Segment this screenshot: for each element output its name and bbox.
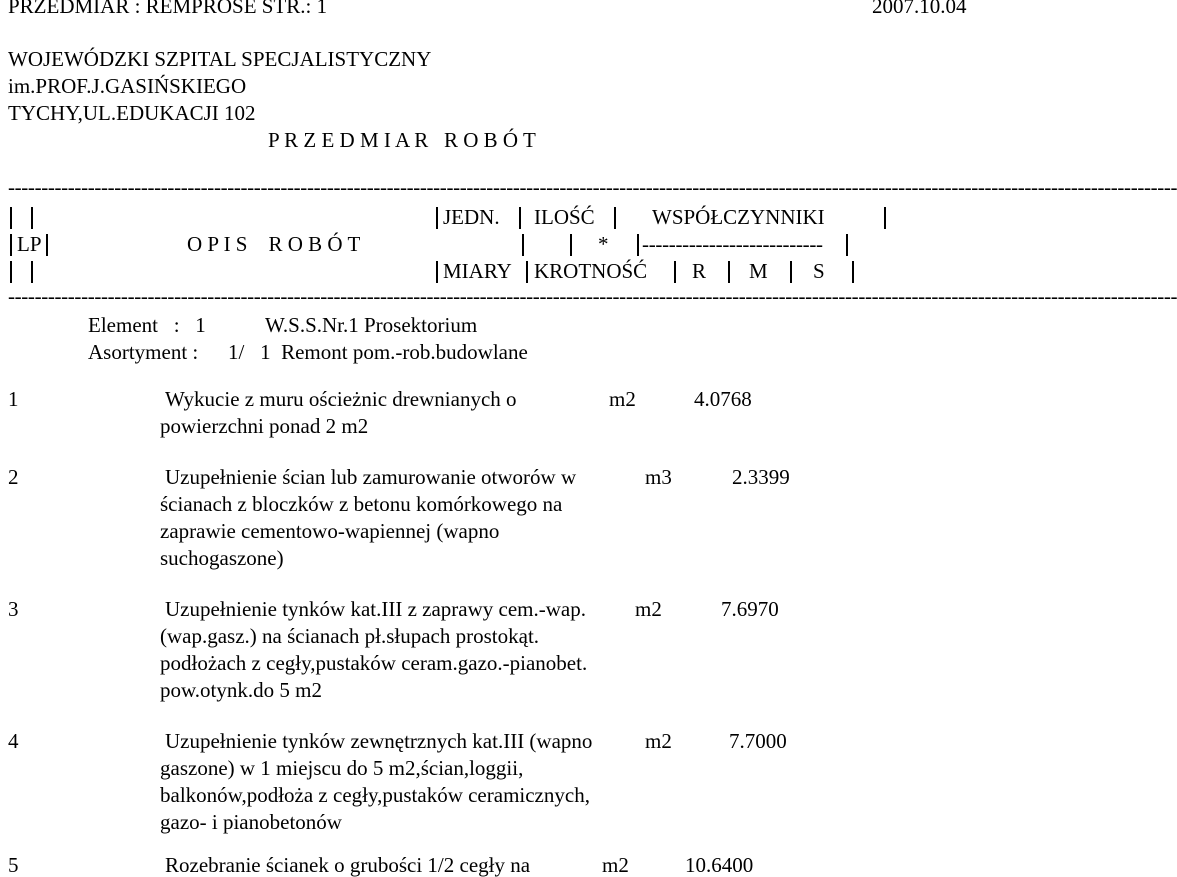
item-lp: 5	[8, 853, 19, 877]
item-lp: 1	[8, 387, 19, 411]
item-description: Uzupełnienie tynków kat.III z zaprawy cem.-wap.	[165, 597, 586, 621]
header-wspolczynniki: WSPÓŁCZYNNIKI	[652, 205, 825, 229]
header-miary: MIARY	[443, 259, 512, 283]
item-description-line: gazo- i pianobetonów	[160, 810, 342, 834]
item-quantity: 10.6400	[685, 853, 754, 877]
header-title: PRZEDMIAR : REMPROSE STR.: 1	[8, 0, 328, 18]
item-lp: 2	[8, 465, 19, 489]
item-description-line: (wap.gasz.) na ścianach pł.słupach prostokąt.	[160, 624, 540, 648]
header-star: *	[598, 232, 609, 256]
header-m: M	[749, 259, 768, 283]
item-quantity: 7.7000	[729, 729, 787, 753]
header-opis: O P I S R O B Ó T	[187, 232, 361, 256]
element-label: Element : 1	[88, 313, 206, 337]
item-description-line: balkonów,podłoża z cegły,pustaków ceramicznych,	[160, 783, 590, 807]
org-address: TYCHY,UL.EDUKACJI 102	[8, 101, 256, 125]
item-quantity: 4.0768	[694, 387, 752, 411]
header-date: 2007.10.04	[872, 0, 967, 18]
header-r: R	[692, 259, 707, 283]
header-jedn: JEDN.	[443, 205, 500, 229]
item-lp: 3	[8, 597, 19, 621]
asortyment-label: Asortyment :	[88, 340, 199, 364]
org-doctor: im.PROF.J.GASIŃSKIEGO	[8, 74, 247, 98]
item-description: Uzupełnienie tynków zewnętrznych kat.III (wapno	[165, 729, 593, 753]
header-dashes: ---------------------------	[642, 232, 823, 256]
item-unit: m3	[645, 465, 672, 489]
item-description-line: ścianach z bloczków z betonu komórkowego na	[160, 492, 563, 516]
item-unit: m2	[635, 597, 662, 621]
item-description: Rozebranie ścianek o grubości 1/2 cegły na	[165, 853, 531, 877]
document-title: P R Z E D M I A R R O B Ó T	[268, 128, 536, 152]
item-lp: 4	[8, 729, 19, 753]
item-unit: m2	[602, 853, 629, 877]
header-ilosc: ILOŚĆ	[534, 205, 595, 229]
header-lp: LP	[17, 232, 42, 256]
item-description-line: podłożach z cegły,pustaków ceram.gazo.-pianobet.	[160, 651, 588, 675]
separator-header: --------------------------------------------------------------------------------------------------------------------------------------------------------------------------------	[8, 284, 1177, 308]
item-unit: m2	[609, 387, 636, 411]
item-quantity: 7.6970	[721, 597, 779, 621]
header-krotnosc: KROTNOŚĆ	[534, 259, 648, 283]
item-quantity: 2.3399	[732, 465, 790, 489]
header-s: S	[813, 259, 825, 283]
separator-top: --------------------------------------------------------------------------------------------------------------------------------------------------------------------------------	[8, 175, 1177, 199]
item-description: Wykucie z muru ościeżnic drewnianych o	[165, 387, 517, 411]
item-description-line: powierzchni ponad 2 m2	[160, 414, 369, 438]
item-unit: m2	[645, 729, 672, 753]
item-description-line: pow.otynk.do 5 m2	[160, 678, 322, 702]
item-description-line: suchogaszone)	[160, 546, 284, 570]
item-description-line: gaszone) w 1 miejscu do 5 m2,ścian,loggii,	[160, 756, 524, 780]
item-description-line: zaprawie cementowo-wapiennej (wapno	[160, 519, 500, 543]
org-name: WOJEWÓDZKI SZPITAL SPECJALISTYCZNY	[8, 47, 432, 71]
element-value: W.S.S.Nr.1 Prosektorium	[265, 313, 478, 337]
asortyment-value: 1/ 1 Remont pom.-rob.budowlane	[228, 340, 528, 364]
item-description: Uzupełnienie ścian lub zamurowanie otworów w	[165, 465, 577, 489]
